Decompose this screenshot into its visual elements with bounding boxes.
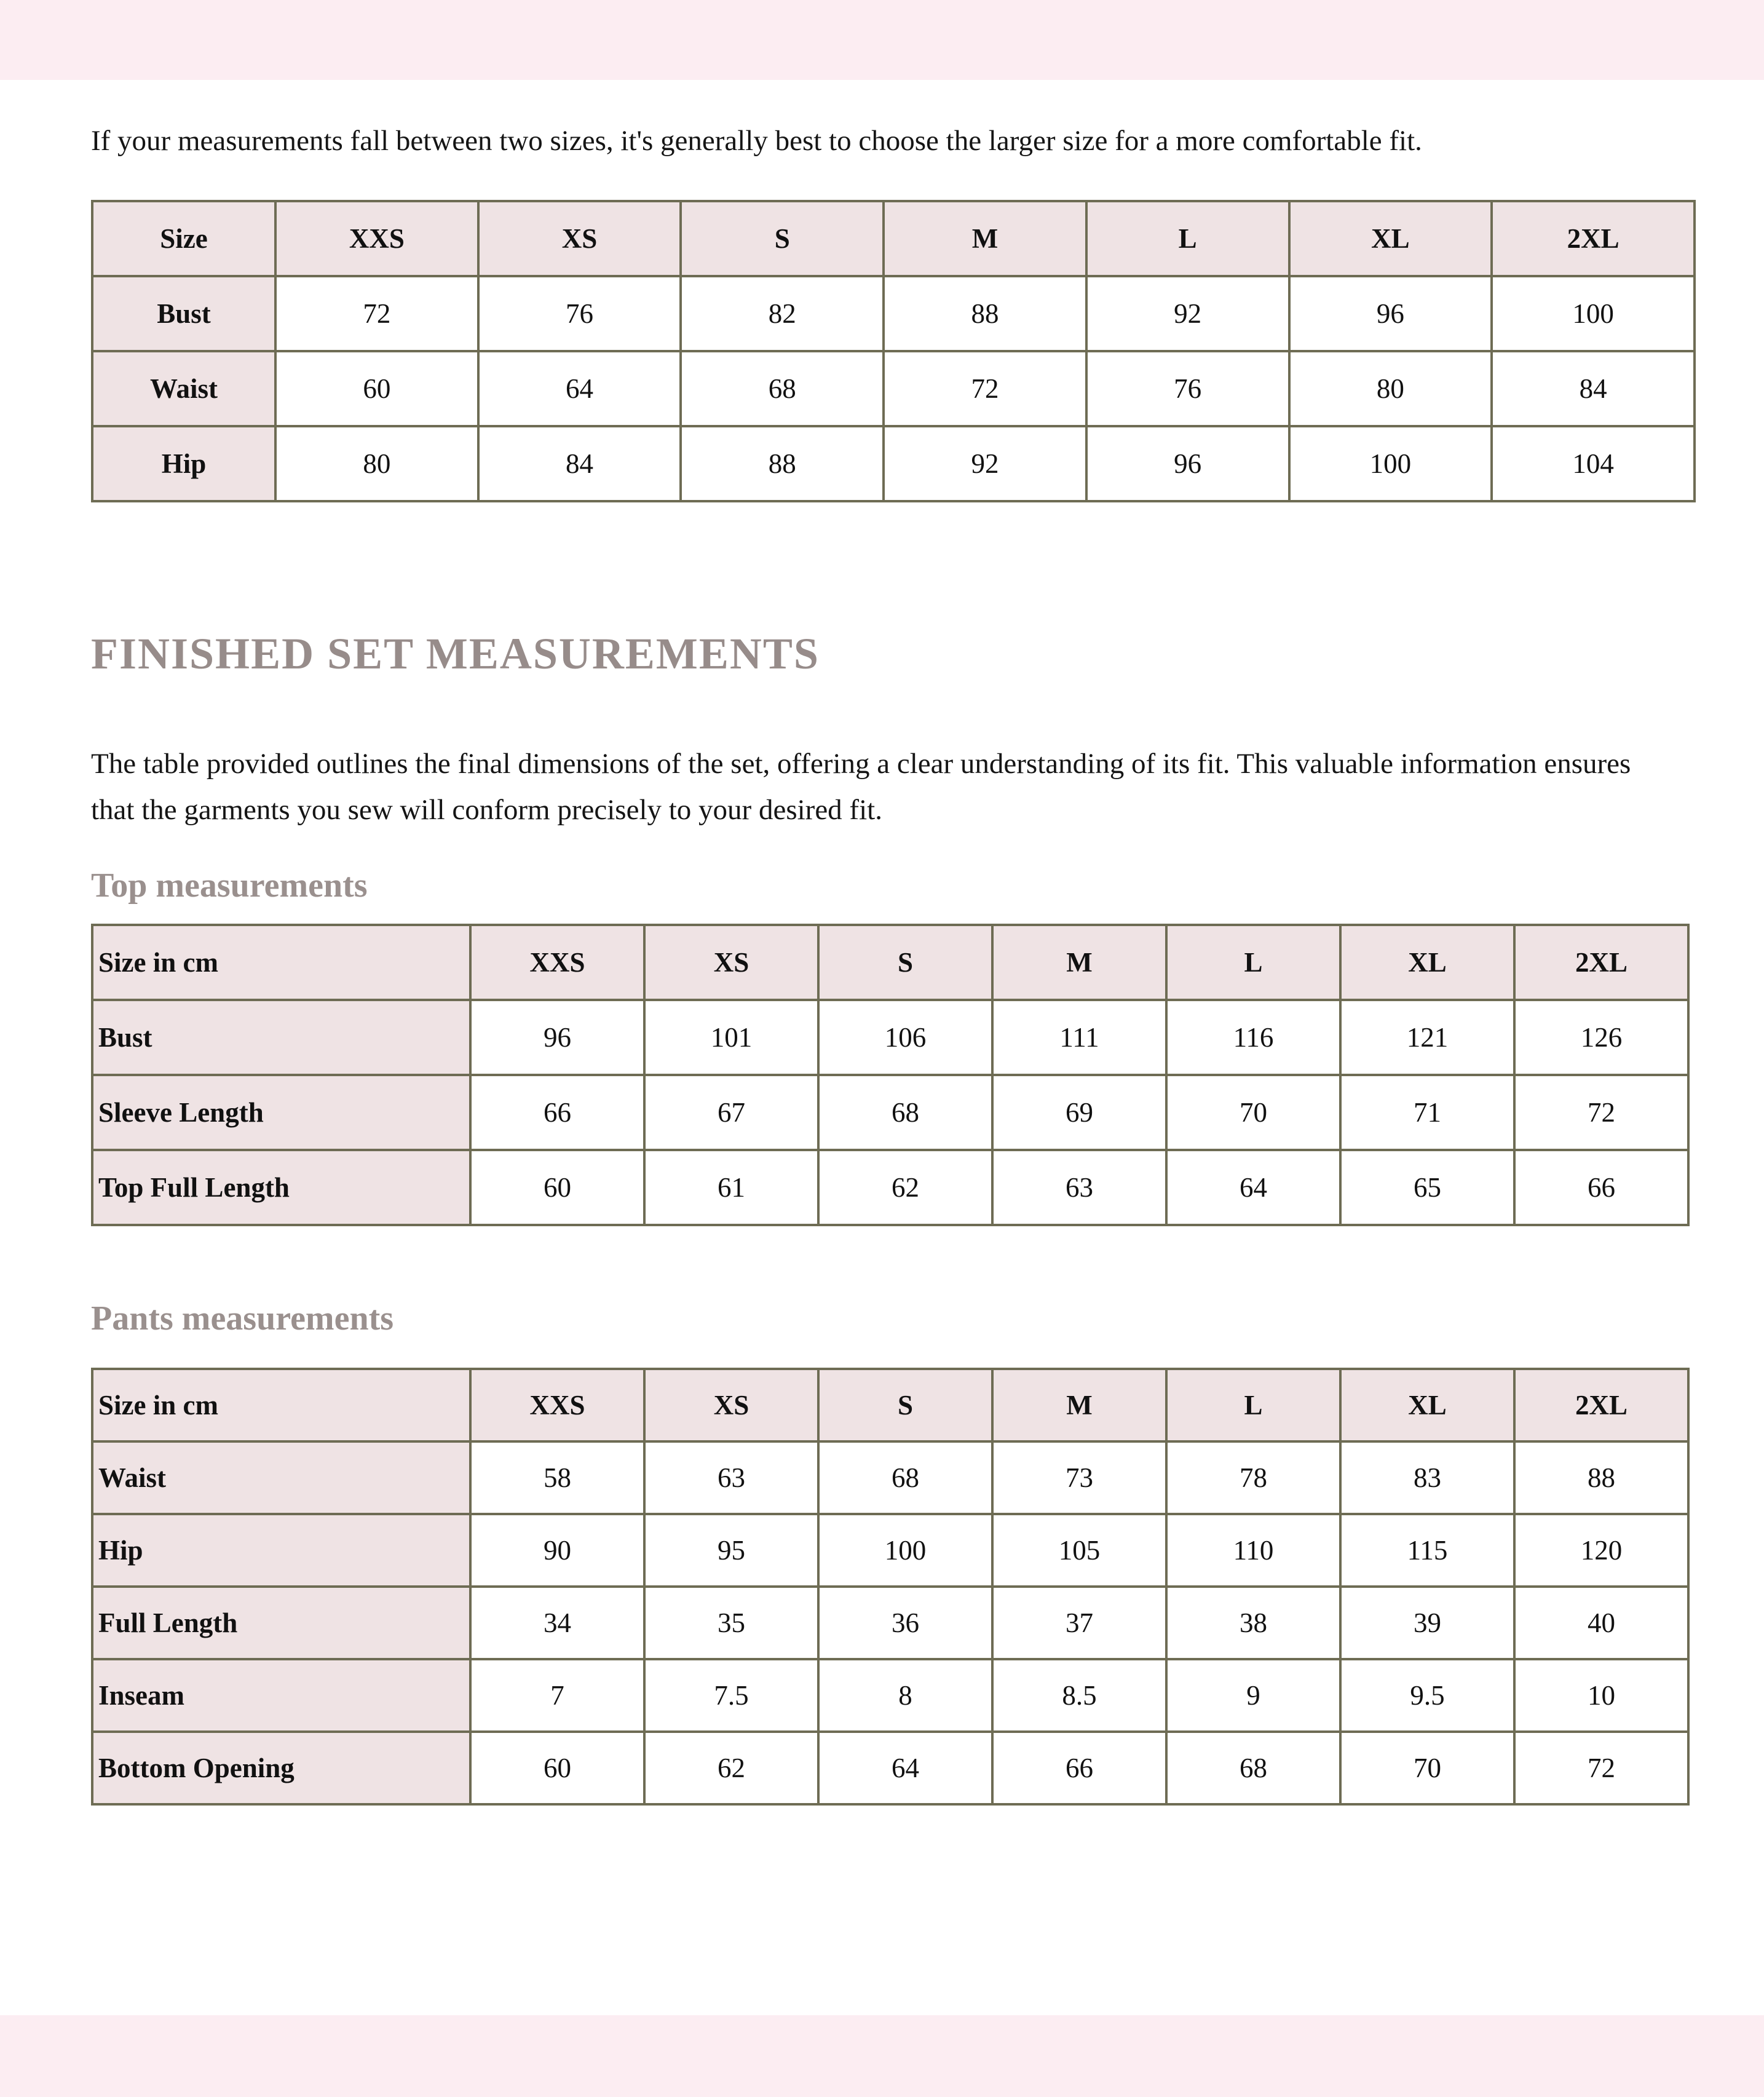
- table-header-cell: XL: [1340, 1369, 1514, 1441]
- table-cell: 88: [884, 276, 1086, 351]
- table-cell: 7: [470, 1659, 644, 1732]
- table-row: [92, 1732, 1688, 1804]
- pants-measurements-title: Pants measurements: [91, 1299, 394, 1338]
- table-cell: 58: [470, 1441, 644, 1514]
- table-cell: 63: [644, 1441, 818, 1514]
- table-cell: 105: [992, 1514, 1166, 1587]
- intro-paragraph: If your measurements fall between two sizes, it's generally best to choose the larger size for a more comfortable fit.: [91, 125, 1422, 157]
- table-cell: 72: [1514, 1732, 1688, 1804]
- table-header-cell: XS: [644, 1369, 818, 1441]
- table-row: [92, 1659, 1688, 1732]
- table-header-row: [92, 1369, 1688, 1441]
- row-label-cell: Hip: [92, 1514, 470, 1587]
- row-label-cell: Bust: [92, 276, 275, 351]
- table-row: [92, 1000, 1688, 1075]
- table-cell: 83: [1340, 1441, 1514, 1514]
- table-row: [92, 276, 1695, 351]
- table-cell: 62: [818, 1150, 992, 1225]
- table-header-cell: 2XL: [1514, 925, 1688, 1000]
- table-cell: 115: [1340, 1514, 1514, 1587]
- table-row: [92, 351, 1695, 426]
- row-label-cell: Waist: [92, 1441, 470, 1514]
- table-cell: 82: [681, 276, 884, 351]
- table-row: [92, 1441, 1688, 1514]
- table-cell: 100: [818, 1514, 992, 1587]
- table-cell: 110: [1166, 1514, 1340, 1587]
- table-cell: 72: [275, 276, 478, 351]
- table-cell: 8: [818, 1659, 992, 1732]
- top-measurements-title: Top measurements: [91, 866, 368, 905]
- table-cell: 76: [478, 276, 681, 351]
- table-cell: 7.5: [644, 1659, 818, 1732]
- table-cell: 60: [275, 351, 478, 426]
- table-header-cell: XS: [478, 201, 681, 276]
- table-cell: 92: [1086, 276, 1289, 351]
- table-row: [92, 426, 1695, 501]
- table-cell: 72: [884, 351, 1086, 426]
- table-cell: 10: [1514, 1659, 1688, 1732]
- table-row: [92, 1587, 1688, 1659]
- table-cell: 121: [1340, 1000, 1514, 1075]
- table-cell: 88: [681, 426, 884, 501]
- table-header-cell: XXS: [275, 201, 478, 276]
- row-label-cell: Hip: [92, 426, 275, 501]
- table-cell: 92: [884, 426, 1086, 501]
- table-header-cell: XL: [1289, 201, 1492, 276]
- table-cell: 8.5: [992, 1659, 1166, 1732]
- table-cell: 96: [1289, 276, 1492, 351]
- table-header-row: [92, 201, 1695, 276]
- table-cell: 63: [992, 1150, 1166, 1225]
- table-cell: 84: [1492, 351, 1695, 426]
- row-label-cell: Top Full Length: [92, 1150, 470, 1225]
- body-measurements-table: [91, 200, 1696, 502]
- table-cell: 95: [644, 1514, 818, 1587]
- table-cell: 38: [1166, 1587, 1340, 1659]
- table-header-cell: XXS: [470, 925, 644, 1000]
- table-cell: 36: [818, 1587, 992, 1659]
- table-cell: 34: [470, 1587, 644, 1659]
- table-cell: 106: [818, 1000, 992, 1075]
- table-cell: 70: [1166, 1075, 1340, 1150]
- table-cell: 65: [1340, 1150, 1514, 1225]
- table-cell: 90: [470, 1514, 644, 1587]
- table-cell: 64: [818, 1732, 992, 1804]
- table-cell: 69: [992, 1075, 1166, 1150]
- table-cell: 100: [1289, 426, 1492, 501]
- table-header-cell: L: [1166, 925, 1340, 1000]
- table-cell: 40: [1514, 1587, 1688, 1659]
- table-header-cell: M: [992, 1369, 1166, 1441]
- table-cell: 72: [1514, 1075, 1688, 1150]
- table-cell: 68: [1166, 1732, 1340, 1804]
- table-row: [92, 1075, 1688, 1150]
- table-cell: 35: [644, 1587, 818, 1659]
- table-header-row: [92, 925, 1688, 1000]
- table-cell: 120: [1514, 1514, 1688, 1587]
- row-label-cell: Bust: [92, 1000, 470, 1075]
- top-measurements-table: [91, 924, 1690, 1226]
- table-header-cell: 2XL: [1514, 1369, 1688, 1441]
- table-cell: 60: [470, 1732, 644, 1804]
- finished-set-heading: FINISHED SET MEASUREMENTS: [91, 629, 820, 679]
- row-label-cell: Waist: [92, 351, 275, 426]
- table-cell: 39: [1340, 1587, 1514, 1659]
- table-cell: 70: [1340, 1732, 1514, 1804]
- table-cell: 68: [681, 351, 884, 426]
- table-cell: 9: [1166, 1659, 1340, 1732]
- table-cell: 71: [1340, 1075, 1514, 1150]
- page-content: [0, 80, 1764, 2015]
- table-header-cell: S: [818, 1369, 992, 1441]
- table-cell: 64: [478, 351, 681, 426]
- table-header-cell: M: [884, 201, 1086, 276]
- row-label-cell: Sleeve Length: [92, 1075, 470, 1150]
- table-cell: 84: [478, 426, 681, 501]
- table-cell: 78: [1166, 1441, 1340, 1514]
- table-cell: 104: [1492, 426, 1695, 501]
- table-header-cell: S: [818, 925, 992, 1000]
- table-cell: 60: [470, 1150, 644, 1225]
- table-row: [92, 1150, 1688, 1225]
- table-cell: 37: [992, 1587, 1166, 1659]
- table-cell: 126: [1514, 1000, 1688, 1075]
- table-header-cell: S: [681, 201, 884, 276]
- table-cell: 66: [1514, 1150, 1688, 1225]
- row-label-cell: Full Length: [92, 1587, 470, 1659]
- row-label-cell: Bottom Opening: [92, 1732, 470, 1804]
- table-cell: 116: [1166, 1000, 1340, 1075]
- table-cell: 68: [818, 1075, 992, 1150]
- pants-measurements-table: [91, 1368, 1690, 1806]
- table-cell: 96: [470, 1000, 644, 1075]
- table-header-cell: M: [992, 925, 1166, 1000]
- table-cell: 66: [992, 1732, 1166, 1804]
- table-header-cell: XL: [1340, 925, 1514, 1000]
- table-cell: 80: [1289, 351, 1492, 426]
- table-cell: 73: [992, 1441, 1166, 1514]
- table-header-cell: L: [1166, 1369, 1340, 1441]
- table-cell: 62: [644, 1732, 818, 1804]
- table-header-cell: L: [1086, 201, 1289, 276]
- table-cell: 76: [1086, 351, 1289, 426]
- table-cell: 67: [644, 1075, 818, 1150]
- table-cell: 101: [644, 1000, 818, 1075]
- table-cell: 61: [644, 1150, 818, 1225]
- table-cell: 111: [992, 1000, 1166, 1075]
- row-label-cell: Inseam: [92, 1659, 470, 1732]
- table-header-cell: Size in cm: [92, 925, 470, 1000]
- table-cell: 100: [1492, 276, 1695, 351]
- table-header-cell: 2XL: [1492, 201, 1695, 276]
- table-header-cell: Size: [92, 201, 275, 276]
- table-cell: 96: [1086, 426, 1289, 501]
- table-row: [92, 1514, 1688, 1587]
- table-header-cell: XS: [644, 925, 818, 1000]
- table-cell: 9.5: [1340, 1659, 1514, 1732]
- finished-set-description: The table provided outlines the final dimensions of the set, offering a clear understanding of its fit. This valuable information ensures that the garments you sew will conform precisely to your desired fit.: [91, 748, 1631, 827]
- table-header-cell: XXS: [470, 1369, 644, 1441]
- table-header-cell: Size in cm: [92, 1369, 470, 1441]
- table-cell: 64: [1166, 1150, 1340, 1225]
- table-cell: 88: [1514, 1441, 1688, 1514]
- table-cell: 80: [275, 426, 478, 501]
- table-cell: 68: [818, 1441, 992, 1514]
- table-cell: 66: [470, 1075, 644, 1150]
